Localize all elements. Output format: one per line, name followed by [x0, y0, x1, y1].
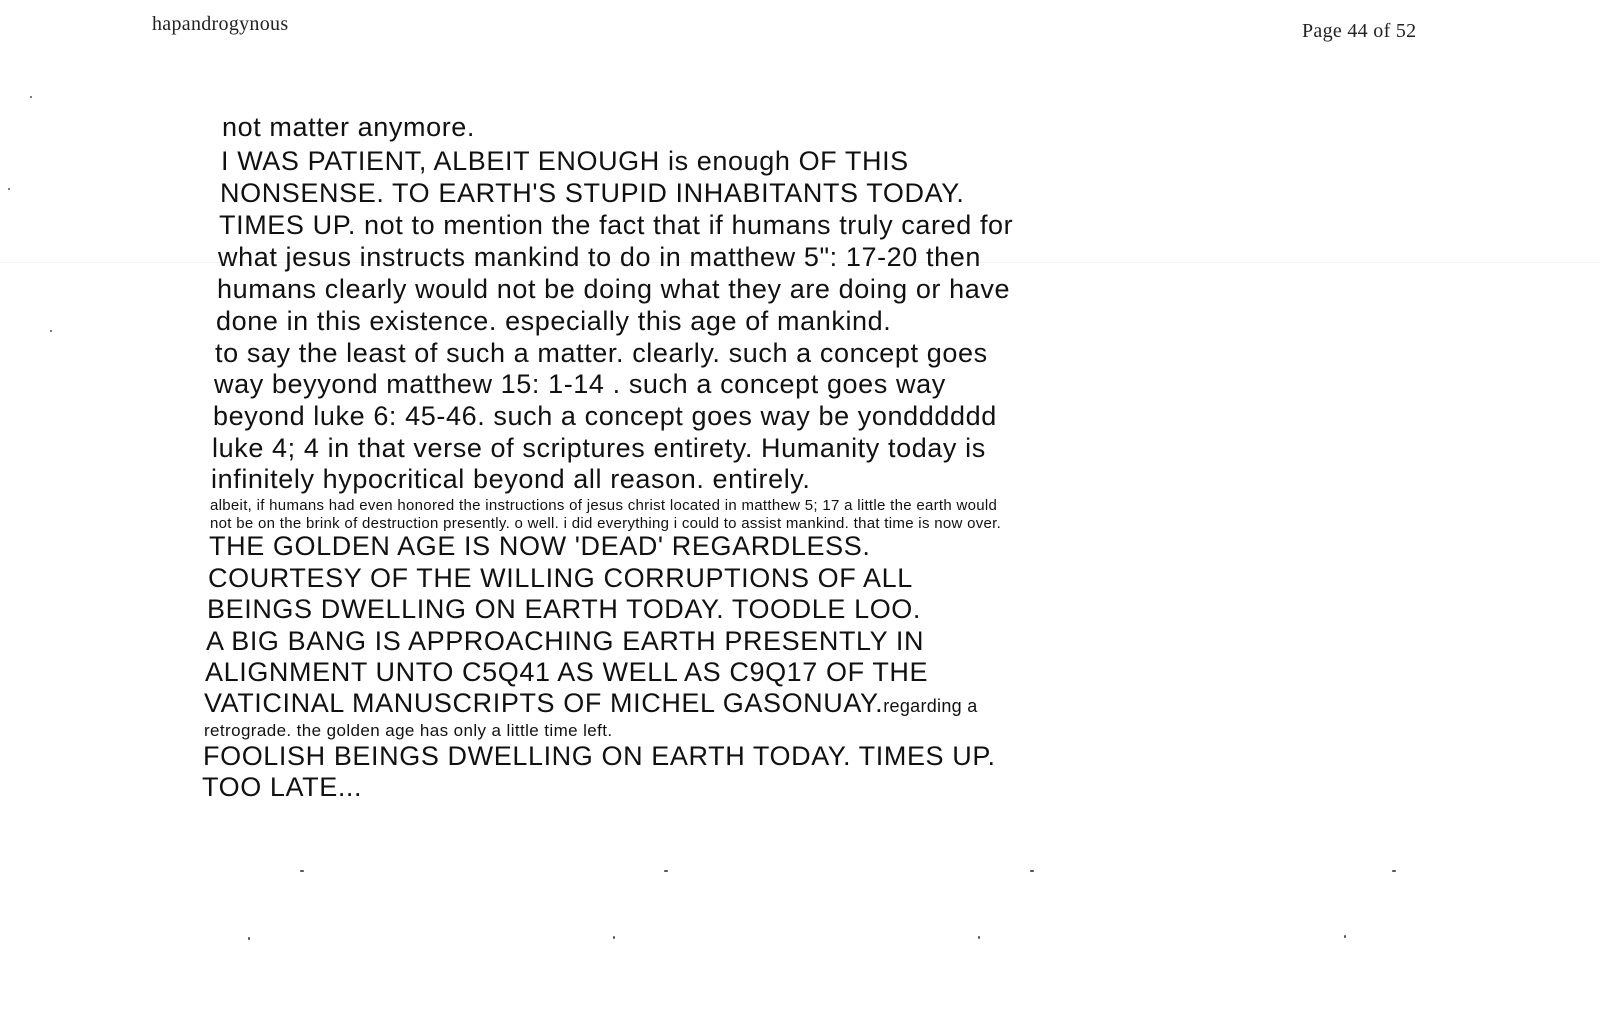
text-line: not matter anymore.	[222, 112, 476, 142]
text-line: done in this existence. especially this age of mankind.	[216, 306, 892, 336]
text-line: COURTESY OF THE WILLING CORRUPTIONS OF ALL	[208, 563, 913, 593]
text-line: NONSENSE. TO EARTH'S STUPID INHABITANTS TODAY.	[220, 178, 965, 208]
scan-speck	[1344, 935, 1346, 938]
text-span-small: regarding a	[883, 696, 978, 716]
scan-speck	[8, 188, 10, 190]
scan-speck	[1030, 870, 1034, 872]
text-line	[204, 688, 978, 721]
text-line-small: albeit, if humans had even honored the instructions of jesus christ located in matthew 5; 17 a little the earth would	[210, 497, 998, 514]
scan-speck	[300, 870, 304, 872]
text-line: I WAS PATIENT, ALBEIT ENOUGH is enough OF THIS	[221, 146, 909, 176]
text-line: way beyyond matthew 15: 1-14 . such a concept goes way	[214, 369, 946, 399]
scan-speck	[664, 870, 668, 872]
header-author: hapandrogynous	[152, 13, 289, 35]
text-line-medium: retrograde. the golden age has only a little time left.	[204, 721, 613, 740]
header-page-number: Page 44 of 52	[1302, 20, 1417, 42]
text-line: what jesus instructs mankind to do in matthew 5": 17-20 then	[218, 242, 981, 272]
scan-speck	[50, 330, 52, 332]
text-span: VATICINAL MANUSCRIPTS OF MICHEL GASONUAY.	[204, 688, 884, 718]
scan-speck	[30, 96, 32, 98]
text-line: ALIGNMENT UNTO C5Q41 AS WELL AS C9Q17 OF THE	[205, 657, 929, 687]
text-line: THE GOLDEN AGE IS NOW 'DEAD' REGARDLESS.	[209, 531, 871, 561]
text-line: FOOLISH BEINGS DWELLING ON EARTH TODAY. TIMES UP.	[203, 741, 996, 771]
text-line-small: not be on the brink of destruction presently. o well. i did everything i could to assist mankind. that time is now over.	[210, 515, 1002, 532]
text-line: A BIG BANG IS APPROACHING EARTH PRESENTLY IN	[206, 626, 925, 656]
text-line: BEINGS DWELLING ON EARTH TODAY. TOODLE LOO.	[207, 594, 921, 624]
scan-speck	[1392, 870, 1396, 872]
text-line: TIMES UP. not to mention the fact that if humans truly cared for	[219, 210, 1014, 240]
text-line: to say the least of such a matter. clearly. such a concept goes	[215, 338, 988, 368]
scan-speck	[613, 936, 615, 939]
text-line: beyond luke 6: 45-46. such a concept goes way be yondddddd	[213, 401, 997, 431]
scan-speck	[248, 937, 250, 940]
text-line: TOO LATE...	[202, 772, 363, 802]
text-line: humans clearly would not be doing what they are doing or have	[217, 274, 1011, 304]
text-line: luke 4; 4 in that verse of scriptures entirety. Humanity today is	[212, 433, 986, 463]
scan-speck	[978, 936, 980, 939]
text-line: infinitely hypocritical beyond all reason. entirely.	[211, 464, 811, 494]
